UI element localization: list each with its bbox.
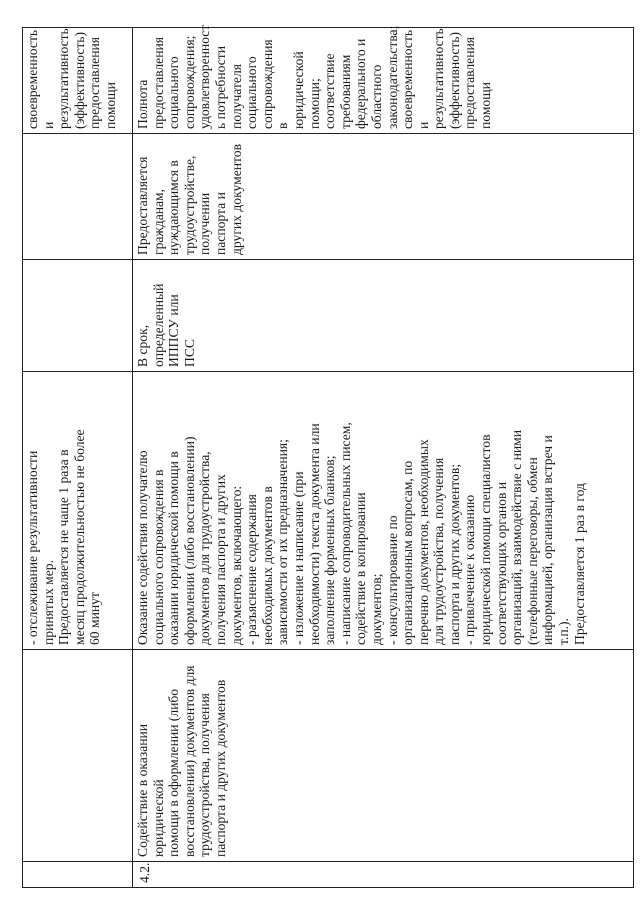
text-line: организационным вопросам, по [400, 460, 416, 645]
text-line: Предоставляется не чаще 1 раза в [56, 449, 72, 645]
text-line: получателя [228, 63, 244, 129]
text-line: законодательства; [384, 25, 400, 129]
text-line: помощи [102, 82, 118, 129]
text-line: определенный [150, 283, 166, 367]
text-line: результативность [431, 28, 447, 129]
text-line: т.п.). [556, 618, 572, 645]
text-line: трудоустройстве, [181, 155, 197, 255]
cell-number: 4.2. [133, 862, 634, 888]
text-line: содействие в копировании [353, 492, 369, 645]
text-line: получении паспорта и [197, 192, 228, 255]
cell-service-name [133, 650, 634, 862]
text-line: необходимости) текста документа или [306, 423, 322, 645]
text-line: - отслеживание результативности [25, 450, 40, 645]
text-line: информацией, организация встреч и [540, 435, 556, 645]
text-line: предоставления [150, 36, 166, 129]
text-line: юридической [290, 51, 306, 129]
text-line: Предоставляется [135, 156, 150, 255]
text-line: Предоставляется 1 раз в год [571, 483, 587, 645]
text-line: социального [244, 56, 260, 129]
text-line: зависимости от их предназначения; [275, 439, 291, 645]
cell-quality-criteria [133, 24, 634, 134]
text-line: В срок, [135, 324, 150, 367]
text-line: сопровождения в [259, 39, 291, 129]
text-line: получения паспорта и других [212, 474, 228, 645]
text-line: (телефонные переговоры, обмен [524, 457, 540, 645]
text-line: - разъяснение содержания [244, 494, 260, 645]
text-line: (эффективность) [71, 31, 87, 129]
text-line: заполнение форменных бланков; [322, 455, 338, 645]
text-line: ь потребности [212, 45, 228, 129]
text-line: областного [368, 64, 384, 129]
text-line: удовлетворенност [197, 24, 213, 129]
text-line: (эффективность) [446, 31, 462, 129]
text-line: сопровождения; [181, 35, 197, 129]
text-line: перечню документов, необходимых [415, 439, 431, 645]
text-line: оказании юридической помощи в [166, 451, 182, 645]
text-line: своевременность и [25, 29, 56, 129]
table-row-4-2 [133, 28, 634, 888]
text-line: - консультирование по [384, 515, 400, 645]
text-line: Оказание содействия получателю [135, 450, 150, 645]
cell-description-continuation [23, 372, 133, 650]
text-line: принятых мер. [40, 560, 56, 645]
text-line: требованиям [337, 54, 353, 129]
cell-number-empty [23, 862, 133, 888]
text-line: предоставления [462, 36, 478, 129]
text-line: - привлечение к оказанию [462, 494, 478, 645]
text-line: юридической помощи специалистов [478, 434, 494, 645]
text-line: паспорта и других документов [212, 679, 228, 857]
table-row-continuation [23, 28, 133, 888]
text-line: ИППСУ или ПСС [166, 294, 197, 367]
text-line: соответствующих органов и [493, 481, 509, 645]
text-line: социального сопровождения в [150, 469, 166, 645]
text-line: восстановлении) документов для [181, 665, 197, 857]
text-line: 60 минут [87, 592, 103, 645]
cell-provision-conditions [133, 134, 634, 260]
text-line: федерального и [353, 38, 369, 129]
text-line: гражданам, [150, 188, 166, 255]
text-line: предоставления [87, 36, 103, 129]
text-line: соответствие [322, 53, 338, 129]
text-line: документов для трудоустройства, [197, 451, 213, 645]
text-line: помощи; [306, 78, 322, 129]
text-line: паспорта и других документов; [446, 463, 462, 645]
text-line: документов, включающего: [228, 485, 244, 645]
services-table [22, 24, 634, 888]
text-line: - изложение и написание (при [290, 471, 306, 645]
cell-service-empty [23, 650, 133, 862]
text-line: месяц продолжительностью не более [71, 429, 87, 645]
text-line: документов; [368, 573, 384, 645]
text-line: своевременность и [400, 29, 431, 129]
text-line: помощи в оформлении (либо [166, 688, 182, 857]
text-line: оформлении (либо восстановлении) [181, 436, 197, 645]
text-line: других документов [228, 143, 244, 255]
text-line: нуждающимся в [166, 160, 182, 255]
cell-term [133, 260, 634, 372]
rotated-content [22, 24, 634, 888]
text-line: трудоустройства, получения [197, 693, 213, 857]
text-line: Полнота [135, 79, 150, 129]
cell-provision-empty [23, 134, 133, 260]
text-line: - написание сопроводительных писем, [337, 422, 353, 645]
cell-description [133, 372, 634, 650]
text-line: организаций, взаимодействие с ними [509, 429, 525, 645]
text-line: для трудоустройства, получения [431, 457, 447, 645]
text-line: результативность [56, 28, 72, 129]
text-line: социального [166, 56, 182, 129]
text-line: необходимых документов в [259, 486, 275, 645]
cell-term-empty [23, 260, 133, 372]
text-line: помощи [478, 82, 494, 129]
cell-criteria-continuation [23, 28, 133, 134]
text-line: Содействие в оказании юридической [135, 723, 166, 857]
